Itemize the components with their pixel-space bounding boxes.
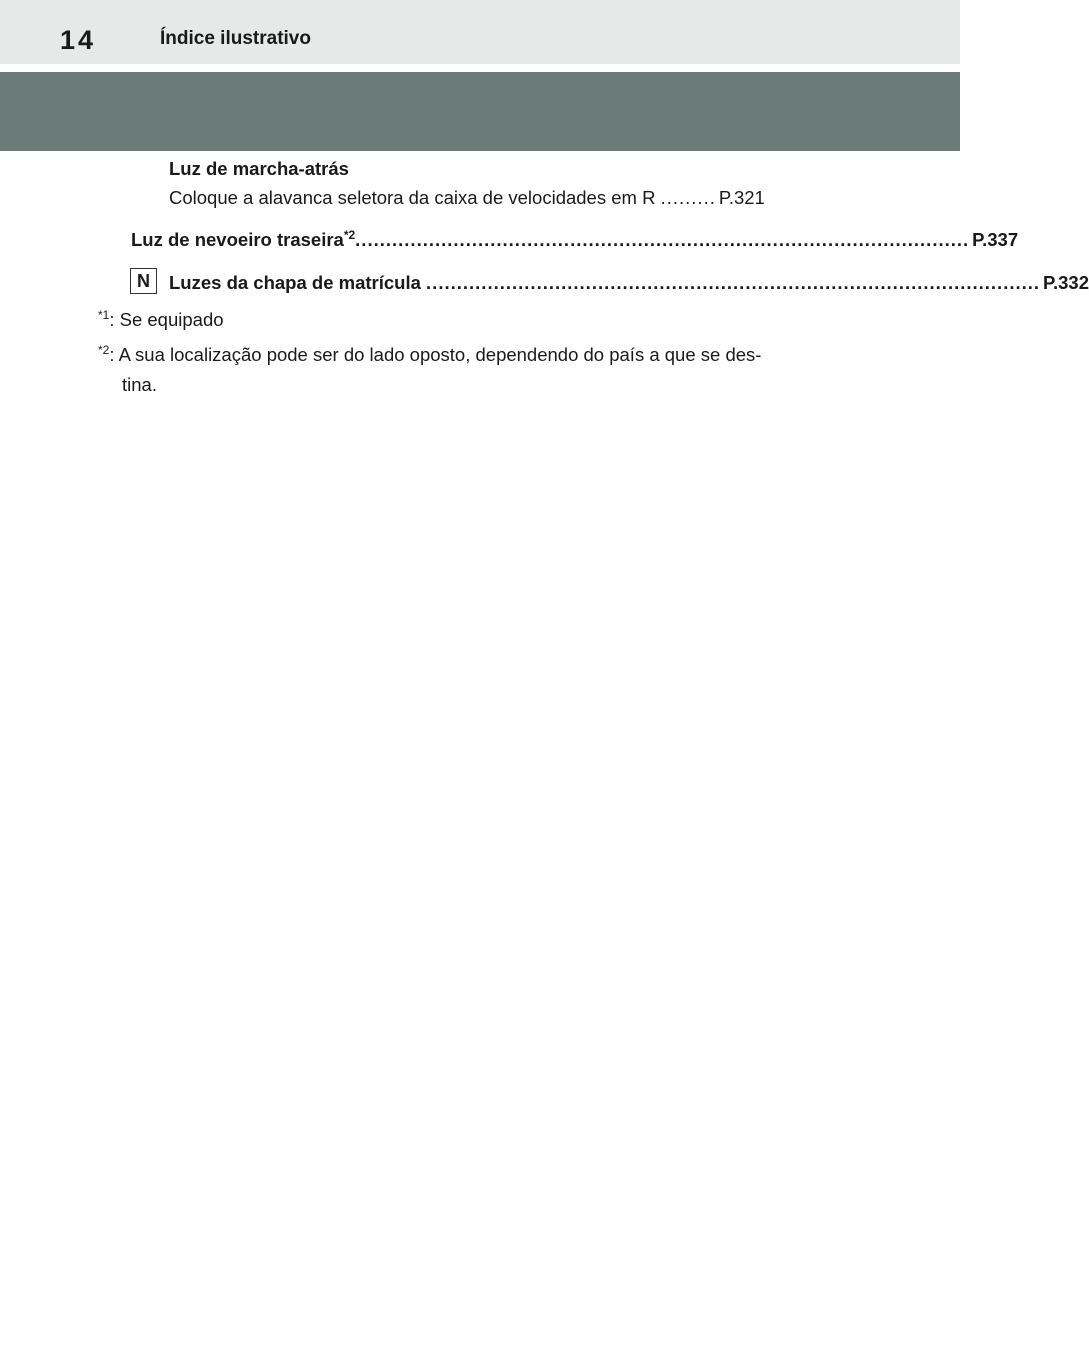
entry-rear-fog-light xyxy=(131,227,1019,253)
page-header xyxy=(0,0,960,64)
section-title: Índice ilustrativo xyxy=(160,28,311,49)
entry-reverse-light-description xyxy=(169,185,823,211)
footnote-2 xyxy=(98,340,838,400)
page-reference[interactable]: P.337 xyxy=(972,229,1019,250)
leader-dots: ......... xyxy=(660,187,716,208)
leader-dots: .................................................................................................... xyxy=(426,272,1041,293)
footnote-marker: *2 xyxy=(343,227,356,242)
page-number: 14 xyxy=(60,25,97,55)
section-band xyxy=(0,72,960,151)
entry-license-plate-lights-title: Luzes da chapa de matrícula xyxy=(169,272,421,293)
entry-reverse-light-title: Luz de marcha-atrás xyxy=(169,158,349,179)
entry-reverse-light-text: Coloque a alavanca seletora da caixa de velocidades em R xyxy=(169,187,656,208)
footnote-continuation: tina. xyxy=(122,374,157,395)
footnote-mark: *1 xyxy=(98,307,110,322)
entry-license-plate-lights xyxy=(169,270,1089,296)
leader-dots: .................................................................................................... xyxy=(355,229,970,250)
footnote-text: : A sua localização pode ser do lado oposto, dependendo do país a que se des- xyxy=(109,344,762,365)
page-reference[interactable]: P.321 xyxy=(718,187,765,208)
footnote-text: : Se equipado xyxy=(109,309,224,330)
page-reference[interactable]: P.332 xyxy=(1043,272,1089,293)
footnote-1 xyxy=(98,305,224,335)
entry-rear-fog-light-title: Luz de nevoeiro traseira xyxy=(131,229,344,250)
footnote-mark: *2 xyxy=(98,342,110,357)
entry-letter-badge: N xyxy=(130,268,157,294)
